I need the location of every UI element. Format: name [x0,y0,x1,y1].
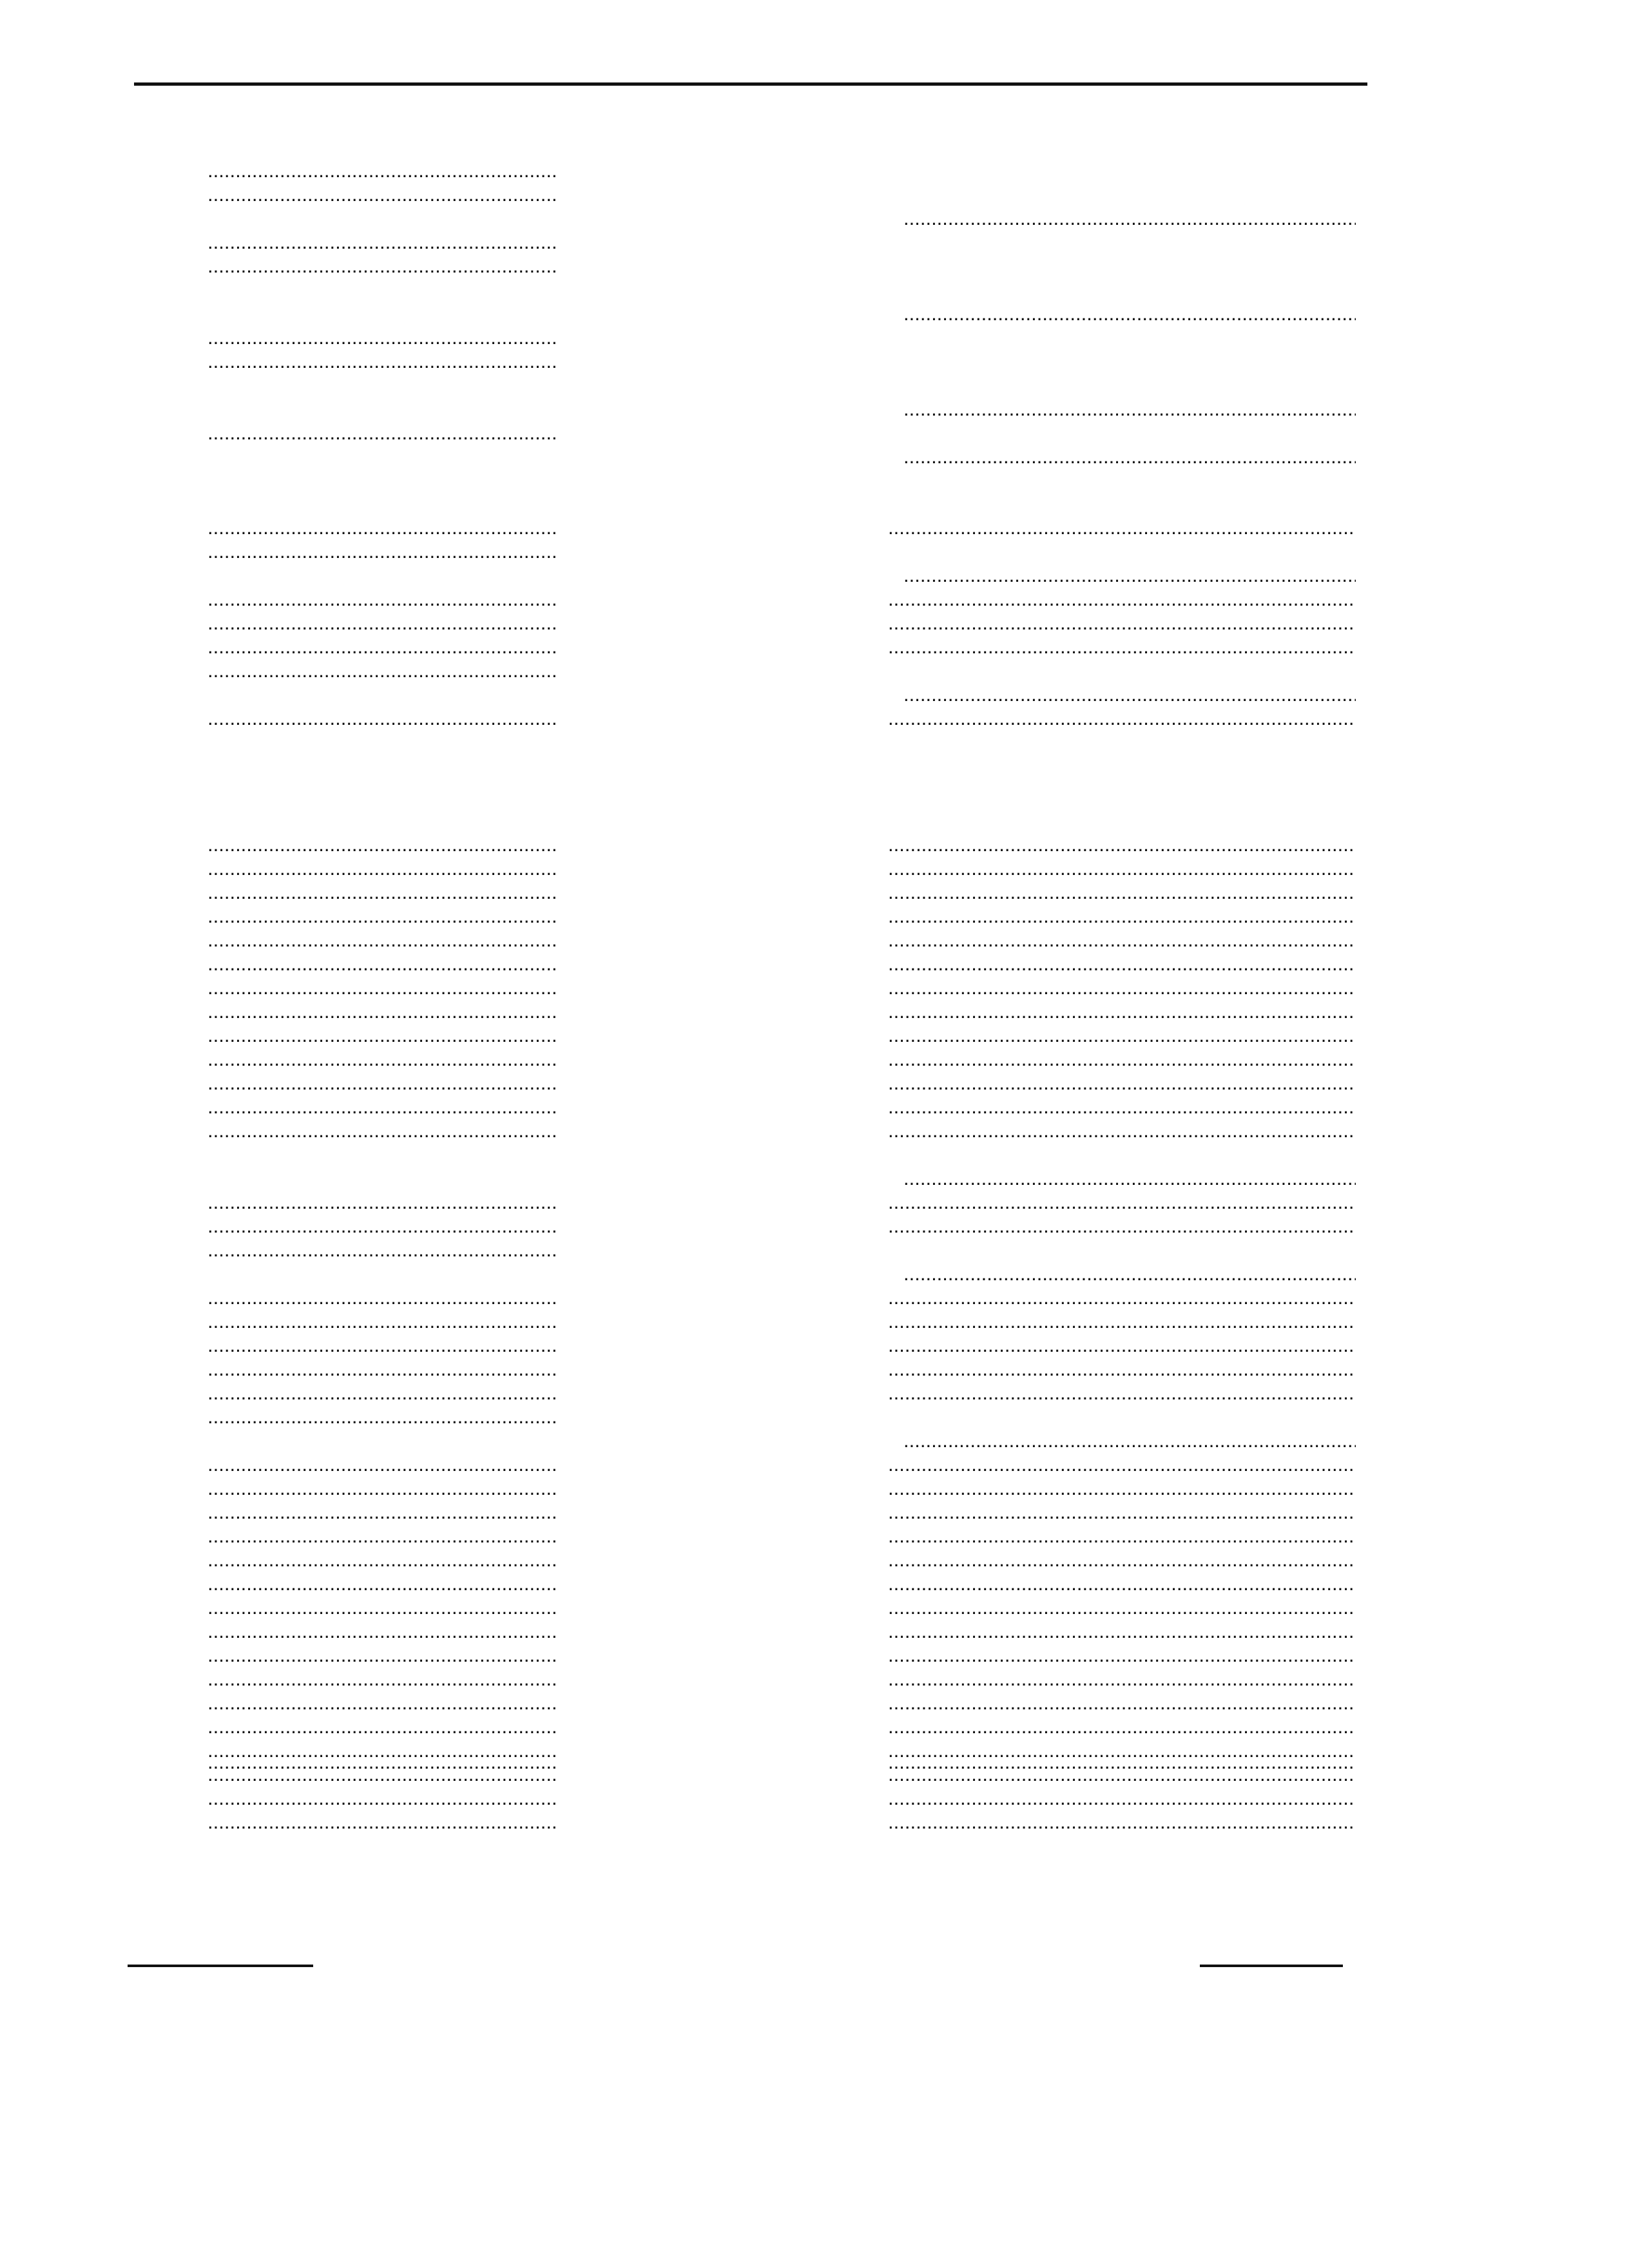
table-row [0,1524,1629,1548]
model-cell [207,325,555,349]
table-row [0,611,1629,635]
table-row [0,1750,1629,1774]
table-row [0,635,1629,658]
table-row [0,397,1629,421]
model-cell [207,1750,555,1774]
description-cell [888,1476,1356,1500]
description-cell [888,1381,1356,1405]
model-cell [207,421,555,445]
model-cell [207,1476,555,1500]
model-cell [207,182,555,206]
table-row [0,856,1629,880]
table-row [0,515,1629,539]
model-cell [207,928,555,952]
model-cell [207,952,555,975]
description-cell [888,1595,1356,1619]
table-row [0,1381,1629,1405]
model-cell [207,1500,555,1524]
model-cell [207,1119,555,1142]
table-row [0,1095,1629,1119]
model-cell [207,904,555,928]
description-cell [888,1571,1356,1595]
footer-rule-right [1200,1965,1343,1967]
model-cell [207,587,555,611]
table-row [0,904,1629,928]
table-row [0,1810,1629,1834]
model-cell [207,515,555,539]
model-cell [207,635,555,658]
model-cell [207,832,555,856]
description-cell [903,1262,1356,1285]
table-row [0,539,1629,563]
table-row [0,159,1629,182]
table-row [0,928,1629,952]
description-cell [888,1524,1356,1548]
table-row [0,373,1629,397]
description-cell [888,1452,1356,1476]
table-row [0,563,1629,587]
model-cell [207,1452,555,1476]
model-cell [207,1691,555,1715]
table-row [0,1023,1629,1047]
description-cell [888,1333,1356,1357]
table-row [0,182,1629,206]
model-cell [207,1810,555,1834]
description-cell [888,1023,1356,1047]
model-cell [207,1595,555,1619]
description-cell [888,1810,1356,1834]
table-row [0,302,1629,325]
table-row [0,952,1629,975]
table-row [0,1285,1629,1309]
model-cell [207,1715,555,1738]
table-row [0,445,1629,468]
model-cell [207,1548,555,1571]
footer-rule-left [128,1965,313,1967]
model-cell [207,159,555,182]
description-cell [888,856,1356,880]
model-cell [207,254,555,278]
table-row [0,349,1629,373]
table-row [0,999,1629,1023]
description-cell [888,928,1356,952]
description-cell [888,1071,1356,1095]
description-cell [888,1750,1356,1774]
table-row [0,1166,1629,1190]
description-cell [888,706,1356,730]
description-cell [888,1095,1356,1119]
table-row [0,682,1629,706]
description-cell [888,1285,1356,1309]
table-row [0,1619,1629,1643]
model-cell [207,1667,555,1691]
model-cell [207,1524,555,1548]
model-cell [207,975,555,999]
table-row [0,1452,1629,1476]
table-row [0,1595,1629,1619]
description-cell [888,1548,1356,1571]
table-row [0,587,1629,611]
model-cell [207,880,555,904]
model-cell [207,1643,555,1667]
model-cell [207,611,555,635]
description-cell [888,611,1356,635]
model-cell [207,1285,555,1309]
table-row [0,1691,1629,1715]
table-row [0,832,1629,856]
table-row [0,325,1629,349]
description-cell [888,1786,1356,1810]
model-cell [207,706,555,730]
model-cell [207,1071,555,1095]
table-row [0,1571,1629,1595]
table-row [0,278,1629,302]
model-cell [207,539,555,563]
table-row [0,880,1629,904]
description-cell [888,1500,1356,1524]
model-cell [207,1333,555,1357]
description-cell [888,1667,1356,1691]
table-row [0,1047,1629,1071]
description-cell [888,904,1356,928]
description-cell [903,397,1356,421]
table-row [0,1476,1629,1500]
table-row [0,1262,1629,1285]
model-cell [207,1357,555,1381]
description-cell [888,1715,1356,1738]
model-cell [207,349,555,373]
description-cell [888,1047,1356,1071]
table-row [0,1667,1629,1691]
model-cell [207,1238,555,1262]
description-cell [888,880,1356,904]
model-cell [207,1023,555,1047]
model-cell [207,856,555,880]
table-row [0,421,1629,445]
description-cell [888,1643,1356,1667]
table-row [0,1214,1629,1238]
description-cell [888,635,1356,658]
description-cell [903,302,1356,325]
description-cell [888,1119,1356,1142]
description-cell [888,975,1356,999]
table-row [0,254,1629,278]
table-row [0,206,1629,230]
description-cell [888,832,1356,856]
description-cell [888,1357,1356,1381]
table-row [0,1548,1629,1571]
description-cell [903,445,1356,468]
table-row [0,706,1629,730]
table-row [0,1190,1629,1214]
description-cell [888,1691,1356,1715]
table-row [0,230,1629,254]
model-cell [207,1190,555,1214]
description-cell [903,682,1356,706]
model-cell [207,1571,555,1595]
description-cell [888,1619,1356,1643]
table-row [0,1500,1629,1524]
model-cell [207,1405,555,1428]
description-cell [888,1214,1356,1238]
table-row [0,1333,1629,1357]
model-cell [207,658,555,682]
description-cell [903,1166,1356,1190]
table-row [0,1405,1629,1428]
table-row [0,1715,1629,1738]
table-row [0,1643,1629,1667]
description-cell [888,999,1356,1023]
table-row [0,1119,1629,1142]
table-row [0,658,1629,682]
table-row [0,1071,1629,1095]
description-cell [903,563,1356,587]
table-row [0,1142,1629,1166]
table-row [0,1357,1629,1381]
description-cell [888,1190,1356,1214]
model-cell [207,1214,555,1238]
model-cell [207,999,555,1023]
model-cell [207,1047,555,1071]
table-row [0,975,1629,999]
table-row [0,1786,1629,1810]
description-cell [888,1309,1356,1333]
model-cell [207,1786,555,1810]
model-cell [207,1095,555,1119]
table-row [0,1238,1629,1262]
header-rule [134,82,1367,86]
model-cell [207,230,555,254]
model-cell [207,1309,555,1333]
table-row [0,1309,1629,1333]
table-row [0,1428,1629,1452]
model-cell [207,1381,555,1405]
model-cell [207,1619,555,1643]
description-cell [888,952,1356,975]
description-cell [903,1428,1356,1452]
description-cell [888,515,1356,539]
description-cell [903,206,1356,230]
description-cell [888,587,1356,611]
